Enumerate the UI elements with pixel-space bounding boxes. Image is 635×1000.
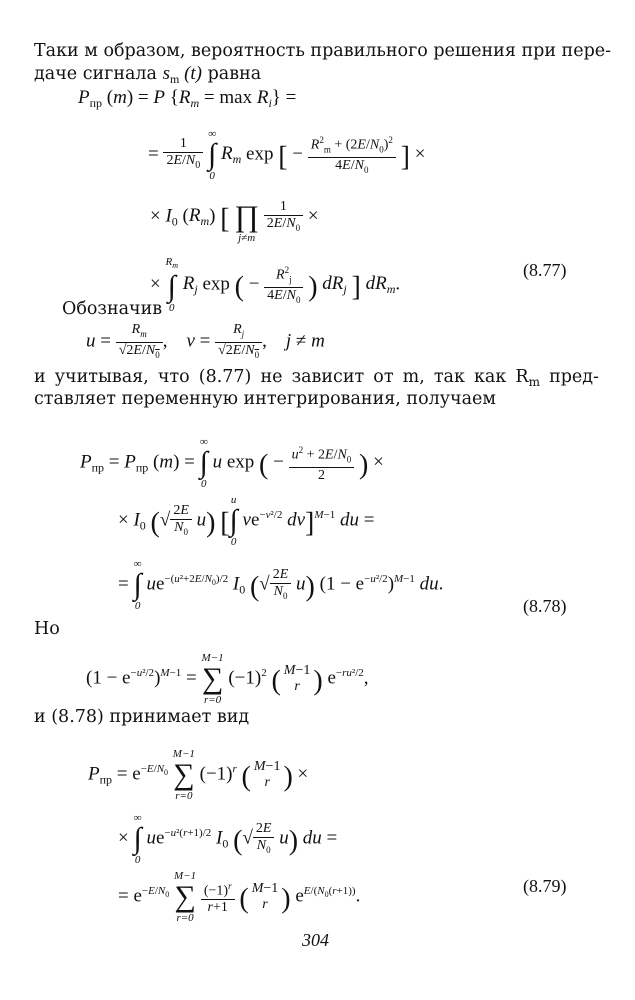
text-no: Но — [34, 619, 60, 639]
text-uchityvaya-1: и учитывая, что (8.77) не зависит от m, так как $R_m$ пред- — [34, 367, 599, 389]
eq79-line-2: × ∞ ∫ 0 $ue^{-u^2(r+1)/2}$ $I_0$ (√ $\frac{2E}{N_0}$ u) du = — [118, 812, 338, 866]
binomial-expansion: $(1 - e^{-u^2/2})^{M-1}$ = M−1 ∑ r=0 $(-1)^2$ ( M−1 r ) $e^{-ru^2/2}$, — [86, 652, 369, 706]
eq77-line-2: = $\frac{1}{2E/N_0}$ ∞ ∫ 0 $R_m$ exp [ − $\frac{R^2_m + (2E/N_0)^2}{4E/N_0}$ ] × — [148, 128, 426, 182]
text-prinimaet: и (8.78) принимает вид — [34, 707, 250, 727]
eq78-line-3: = ∞ ∫ 0 $ue^{-(u^2+2E/N_0)/2}$ $I_0$ (√ $\frac{2E}{N_0}$ u) $(1 - e^{-u^2/2})^{M-1}$ du. — [118, 558, 444, 612]
eq79-line-1: $P_{пр} = e^{-E/N_0}$ M−1 ∑ r=0 $(-1)^r$ ( M−1 r ) × — [88, 748, 309, 802]
text-line-2-start: даче сигнала — [34, 64, 157, 84]
text-uchityvaya-2: ставляет переменную интегрирования, получаем — [34, 389, 496, 409]
eq77-line-4: × $R_m$ ∫ 0 $R_j$ exp ( − $\frac{R^2_j}{4E/N_0}$ ) $dR_j$ ] $dR_m$. — [150, 256, 401, 315]
signal-symbol: s — [162, 63, 170, 84]
text-oboznachiv: Обозначив — [62, 299, 163, 319]
signal-subscript: m — [169, 72, 180, 86]
eq77-line-1: $P_{пр}$ (m) = P $\{R_m = \max R_i\}$ = — [78, 87, 297, 110]
eq77-line-3: × $I_0$ $(R_m)$ [ ∏ j≠m $\frac{1}{2E/N_0}$ × — [150, 198, 319, 244]
eq78-line-2: × $I_0$ (√ $\frac{2E}{N_0}$ u) [ u ∫ 0 $ve^{-v^2/2}$ dv]$^{M-1}$ du = — [118, 494, 375, 548]
substitution-line: u = $\frac{R_m}{√2E/N_0}$ , v = $\frac{R_j}{√2E/N_0}$ , j ≠ m — [86, 322, 325, 360]
equation-number-8-78: (8.78) — [523, 596, 567, 616]
page-number: 304 — [302, 930, 329, 950]
signal-argument: (t) — [184, 63, 202, 84]
text-line-2-end: равна — [207, 64, 262, 84]
text-line-1: Таки м образом, вероятность правильного решения при пере- — [34, 41, 612, 61]
eq78-line-1: $P_{пр} = P_{пр}$ (m) = ∞ ∫ 0 u exp ( − $\frac{u^2 + 2E/N_0}{2}$ ) × — [80, 436, 384, 490]
equation-number-8-79: (8.79) — [523, 876, 567, 896]
equation-number-8-77: (8.77) — [523, 260, 567, 280]
eq79-line-3: = $e^{-E/N_0}$ M−1 ∑ r=0 $\frac{(-1)^r}{r+1}$ ( M−1 r ) $e^{E/(N_0(r+1))}$. — [118, 870, 361, 924]
